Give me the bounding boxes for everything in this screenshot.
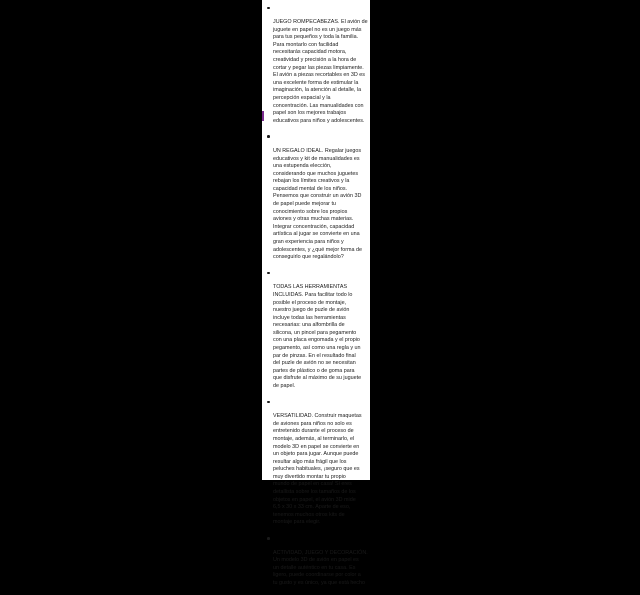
bullet-icon [267,272,270,275]
feature-text: ACTIVIDAD, JUEGO Y DECORACIÓN. Un modelo 3D de avión en papel es un detalle auténtico en tu casa. Es ligero, puede coordinarse por color a tu gusto y es único, ya que está hecho [273,549,368,586]
feature-bullet-item [273,4,368,133]
feature-bullet-list [262,0,370,595]
scroll-position-marker [262,111,264,121]
feature-text: UN REGALO IDEAL. Regalar juegos educativos y kit de manualidades es una estupenda elección, considerando que muchos juguetes rebajan los límites creativos y la capacidad mental de los niños. Pensemos que construir un avión 3D de papel puede mejorar tu conocimiento sobre los propios aviones y otras muchas materias. Integrar concentración, capacidad artística al jugar se convierte en una gran experiencia para niños y adolescentes, y ¿qué mejor forma de conseguirlo que regalándolo? [273,147,362,261]
product-description-panel [262,0,370,586]
bullet-icon [267,7,270,10]
feature-text: JUEGO ROMPECABEZAS. El avión de juguete en papel no es un juego más para tus pequeños y toda la familia. Para montarlo con facilidad necesitarás capacidad motora, creatividad y precisión a la hora de cortar y pegar las piezas limpiamente. El avión a piezas recortables en 3D es una excelente forma de estimular la imaginación, la atención al detalle, la percepción espacial y la concentración. Las manualidades con papel son los mejores trabajos educativos para niños y adolescentes. [273,19,368,124]
feature-bullet-item [273,269,368,398]
bullet-icon [267,401,270,404]
feature-bullet-item [273,534,368,595]
bullet-icon [267,537,270,540]
feature-text: VERSATILIDAD. Construir maquetas de aviones para niños no solo es entretenido durante el proceso de montaje, además, al terminarlo, el modelo 3D en papel se convierte en un objeto para jugar. Aunque puede resultar algo más frágil que los peluches habituales, ¡seguro que es muy divertido montar tu propio mundo de papel en casa! Si eres detallista sobre los tamaños de los objetos en papel, el avión 3D mide 6,5 x 30 x 33 cm. Aparte de eso, tenemos muchos otros kits de montaje para elegir. [273,413,362,526]
feature-text: TODAS LAS HERRAMIENTAS INCLUIDAS. Para facilitar todo lo posible el proceso de montaje, nuestro juego de puzle de avión incluye todas las herramientas necesarias: una alfombrilla de silicona, un pincel para pegamento con una placa engomada y el propio pegamento, así como una regla y un par de pinzas. En el resultado final del puzle de avión no se necesitan partes de plástico o de goma para que disfrute al máximo de su juguete de papel. [273,284,362,389]
feature-bullet-item [273,133,368,269]
bullet-icon [267,135,270,138]
feature-bullet-item [273,398,368,534]
